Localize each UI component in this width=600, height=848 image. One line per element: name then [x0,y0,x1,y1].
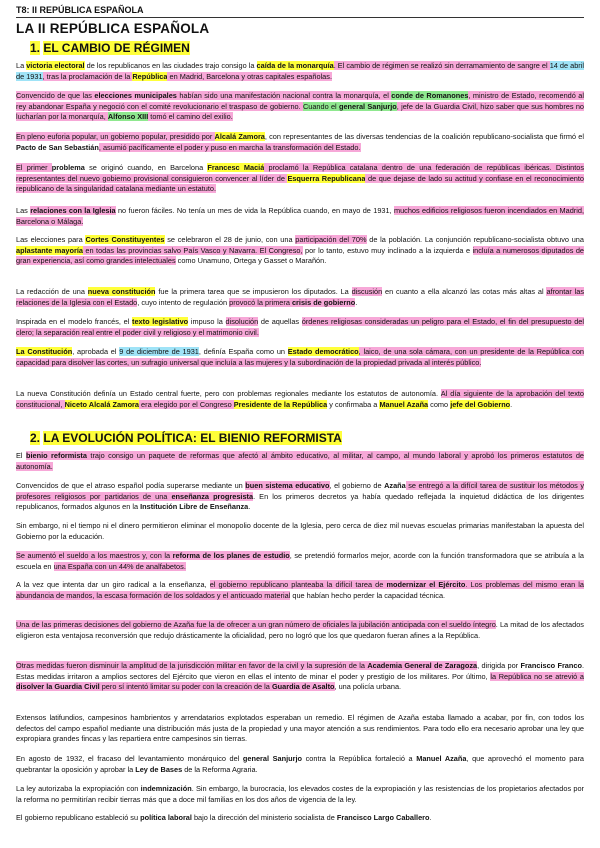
text-run: Pacto de San Sebastián [16,142,99,152]
section-title: EL CAMBIO DE RÉGIMEN [43,41,190,55]
text-run: . La mitad de los afectados eligieron esta ventajosa reconversión que redujo drásticamente la oficialidad, pero no logró que los que quedaron fueran afines a la República. [16,620,584,640]
text-run: , tras la proclamación de la [42,71,133,81]
text-run: El primer [16,163,52,172]
paragraph [16,61,584,82]
text-run: discusión [351,287,383,296]
text-run: La redacción de una [16,287,88,296]
text-run: Al día siguiente de la aprobación del texto constitucional, [16,389,584,409]
text-run: Cortes Constituyentes [85,235,165,244]
text-run: Cuando el [302,101,339,111]
text-run: Niceto Alcalá Zamora [64,399,139,409]
text-run: aplastante mayoría [16,245,83,255]
text-run: política laboral [140,813,192,822]
text-run: La ley autorizaba la expropiación con [16,784,141,793]
text-run: que habían hecho perder la capacidad técnica. [290,590,446,600]
text-run: de que dejase de lado su actitud y confiase en el reconocimiento republicano de la singularidad catalana mediante un estatuto. [16,173,584,193]
text-run: de aquellas [258,317,302,326]
text-run: , ministro de Estado, recomendó al rey abandonar España y negoció con el comité revolucionario el traspaso de gobierno. [16,91,584,111]
text-run: República [132,71,168,81]
paragraph [16,163,584,195]
text-run: pero sí intentó limitar su poder con la creación de la [99,682,272,691]
text-run: , con representantes de las diversas tendencias de la coalición republicano-socialista que firmó el [264,132,584,141]
text-run: Las elecciones para [16,235,86,244]
text-run: no fueron fáciles. No tenía un mes de vida la República cuando, en mayo de 1931, [115,206,394,215]
text-run: , asumió pacíficamente el poder y puso en marcha la transformación del Estado. [98,142,361,152]
section-heading-1 [30,40,190,57]
text-run: muchos edificios religiosos fueron incendiados en Madrid, Barcelona o Málaga. [16,206,584,226]
paragraph [16,481,584,513]
text-run: . [429,813,432,822]
text-run: de los republicanos en las ciudades trajo consigo la [84,61,257,70]
text-run: Esquerra Republicana [287,173,366,183]
section-number: 2. [30,431,41,445]
text-run: , cuyo intento de regulación [137,297,230,307]
text-run: , laico, de una sola cámara, con un presidente de la República con capacidad para disolver las cortes, un sufragio universal que incluía a las mujeres y la subordinación de la propiedad privada al interés público. [16,347,584,367]
text-run: Manuel Azaña [416,754,467,763]
text-run: Las [16,206,31,215]
text-run: En agosto de 1932, el fracaso del levantamiento monárquico del [16,754,243,763]
text-run: , una policía urbana. [334,682,402,691]
text-run: . Sin embargo, la burocracia, los elevados costes de la expropiación y las resistencias de los propietarios afectados por la reforma no permitirían recibir tierras más que a doce mil familias en los dos años de vigencia de la ley. [16,784,584,804]
text-run: Ley de Bases [135,764,183,774]
text-run: bajo la dirección del ministerio socialista de [191,813,337,822]
text-run: . [510,399,513,409]
text-run: nueva constitución [87,287,156,296]
text-run: presidido por [169,132,215,141]
text-run: . Los problemas del mismo eran la abundancia de mandos, la escasa formación de los soldados y el anticuado material [16,580,585,600]
text-run: modernizar el Ejército [386,580,466,589]
text-run: proclamó la República catalana dentro de una federación de repúblicas ibéricas. Distintos representantes del nuevo gobierno provisional consiguieron convencer al líder de [16,163,585,183]
section-number: 1. [30,41,41,55]
section-title: LA EVOLUCIÓN POLÍTICA: EL BIENIO REFORMISTA [43,431,342,445]
text-run: reforma de los planes de estudio [172,551,290,560]
text-run: general Sanjurjo [242,754,303,763]
text-run: de la población. La conjunción republicano-socialista obtuvo una [366,235,584,244]
text-run: texto legislativo [132,317,189,326]
paragraph [16,784,584,805]
text-run: el gobierno republicano planteaba la difícil tarea de [209,580,387,589]
text-run: Francisco Largo Caballero [336,813,430,822]
paragraph [16,754,584,775]
text-run: jefe del Gobierno [450,399,511,409]
paragraph [16,317,584,338]
text-run: Otras medidas fueron disminuir la amplitud de la jurisdicción militar en favor de la civil y la supresión de la [16,661,368,670]
text-run: El Congreso, [259,245,303,255]
text-run: , dirigida por [477,661,521,670]
text-run: disolver la Guardia Civil [16,682,100,691]
text-run: de la Reforma Agraria. [182,764,258,774]
text-run: , que aprovechó el momento para quebrantar la oposición y aprobar la [16,754,584,774]
text-run: Sin embargo, ni el tiempo ni el dinero permitieron eliminar el monopolio docente de la Iglesia, pero cerca de diez mil nuevas escuelas primarias manifestaban la apuesta del Gobierno por la educación. [16,521,584,541]
text-run: La Constitución [16,347,73,356]
text-run: incluía a numerosos diputados de gran experiencia, así como grandes intelectuales [16,245,584,265]
text-run: Manuel Azaña [379,399,429,409]
text-run: caída de la monarquía [256,61,334,70]
text-run: , el gobierno de [329,481,385,490]
text-run: El gobierno republicano estableció su [16,813,141,822]
text-run: enseñanza progresista [171,491,254,501]
text-run: Azaña [384,481,406,490]
text-run: era elegido por el Congreso [139,399,234,409]
text-run: Una de las primeras decisiones del gobierno de Azaña fue la de ofrecer a un gran número de oficiales la jubilación anticipada con el sueldo íntegro [16,620,496,629]
text-run: afrontar las relaciones de la Iglesia con el Estado [16,287,585,307]
text-run: , aprobada el [72,347,120,356]
text-run: . [248,502,251,511]
text-run: elecciones municipales [94,91,177,100]
text-run: disolución [225,317,259,326]
text-run: , definía España como un [198,347,288,356]
text-run: buen sistema educativo [245,481,330,490]
paragraph [16,287,584,308]
paragraph [16,661,584,693]
text-run: A la vez que intenta dar un giro radical a la enseñanza, [16,580,210,589]
text-run: fue la primera tarea que se impusieron los diputados. La [155,287,352,296]
paragraph [16,91,584,123]
paragraph [16,206,584,227]
text-run: Convencido de que las [16,91,95,100]
text-run: la República no se atrevió a [490,671,584,681]
text-run: Presidente de la República [233,399,328,409]
text-run: Extensos latifundios, campesinos hambrientos y arrendatarios explotados esperaban un remedio. El régimen de Azaña estaba llamado a acabar, por fin, con todos los defectos del campo español mediante una distribución más justa de la propiedad y una mayor atención a sus rendimientos. Para todo ello era necesario aprobar una ley que expropiara grandes fincas y las repartiera entre campesinos sin tierras. [16,713,584,743]
text-run: , se pretendió formarlos mejor, acorde con la función transformadora que se atribuía a la escuela en [16,551,584,571]
text-run: Francisco Franco [520,661,582,670]
text-run: provocó la primera [229,297,292,307]
text-run: . El cambio de régimen se realizó sin derramamiento de sangre el [333,61,550,70]
text-run: en todas las provincias salvo País Vasco y Navarra. [82,245,260,255]
paragraph [16,580,584,601]
text-run: Alfonso XIII [107,112,149,121]
text-run: La [16,61,27,70]
text-run: órdenes religiosas consideradas un peligro para el Estado, el fin del presupuesto del clero; la separación real entre el poder civil y religioso y el matrimonio civil. [16,317,584,337]
text-run: una España con un 44% de analfabetos. [53,561,186,571]
text-run: victoria electoral [26,61,85,70]
text-run: . En los primeros decretos ya había quedado reflejada la inquietud didáctica de los dirigentes republicanos, formados algunos en la [16,491,584,511]
paragraph [16,451,584,472]
text-run: impuso la [188,317,226,326]
text-run: conde de Romanones [391,91,469,100]
text-run: Inspirada en el modelo francés, el [16,317,133,326]
paragraph [16,521,584,542]
text-run: como Unamuno, Ortega y Gasset o Marañón. [175,256,327,265]
text-run: tomó el camino del exilio. [148,112,233,121]
paragraph [16,389,584,410]
text-run: Alcalá Zamora [214,132,265,141]
text-run: problema [51,163,85,172]
text-run: crisis de gobierno [291,297,356,307]
paragraph [16,347,584,368]
text-run: bienio reformista [25,451,87,460]
text-run: Estado democrático [287,347,359,356]
text-run: contra la República fortaleció a [302,754,417,763]
paragraph [16,235,584,267]
text-run: trajo consigo un paquete de reformas que afectó al ámbito educativo, al militar, al campo, al mundo laboral y aprobó los primeros estatutos de autonomía. [16,451,584,471]
text-run: participación del 70% [295,235,367,244]
text-run: indemnización [140,784,192,793]
section-heading-2 [30,430,342,447]
text-run: Convencidos de que el atraso español podía superarse mediante un [16,481,246,490]
text-run: se entregó a la difícil tarea de sustituir los métodos y profesores religiosos por partidarios de una [16,481,585,501]
running-header: T8: II REPÚBLICA ESPAÑOLA [16,4,584,18]
text-run: se originó cuando, en Barcelona [84,163,208,172]
text-run: , jefe de la Guardia Civil, hizo saber que sus hombres no lucharían por la monarquía, [16,101,584,121]
text-run: El [16,451,26,460]
text-run: Academia General de Zaragoza [367,661,478,670]
document-title: LA II REPÚBLICA ESPAÑOLA [16,21,210,36]
text-run: Se aumentó el sueldo a los maestros y, con la [16,551,173,560]
paragraph [16,813,584,824]
text-run: Francesc Maciá [207,163,265,172]
text-run: como [428,399,451,409]
text-run: 14 de abril de 1931 [16,61,585,81]
text-run: 9 de diciembre de 1931 [119,347,199,356]
text-run: en cuanto a ella alcanzó las cotas más altas al [382,287,547,296]
paragraph [16,551,584,572]
text-run: . [355,297,358,307]
text-run: . Estas medidas irritaron a amplios sectores del Ejército que vieron en ellas el intento de minar el poder y prestigio de los militares. Por último, [16,661,584,681]
paragraph [16,620,584,641]
text-run: La nueva Constitución definía un Estado central fuerte, pero con problemas regionales mediante los estatutos de autonomía. [16,389,441,398]
text-run: y confirmaba a [327,399,380,409]
text-run: En pleno euforia popular, un gobierno popular, [16,132,170,141]
text-run: por lo tanto, estuvo muy inclinado a la izquierda e [302,245,473,255]
text-run: general Sanjurjo [338,101,397,111]
paragraph [16,132,584,153]
text-run: relaciones con la Iglesia [30,206,116,215]
text-run: Guardia de Asalto [271,682,335,691]
text-run: Institución Libre de Enseñanza [140,502,249,511]
text-run: se celebraron el 28 de junio, con una [164,235,296,244]
paragraph [16,713,584,745]
text-run: habían sido una manifestación nacional contra la monarquía, el [176,91,392,100]
text-run: en Madrid, Barcelona y otras capitales españolas. [167,71,332,81]
